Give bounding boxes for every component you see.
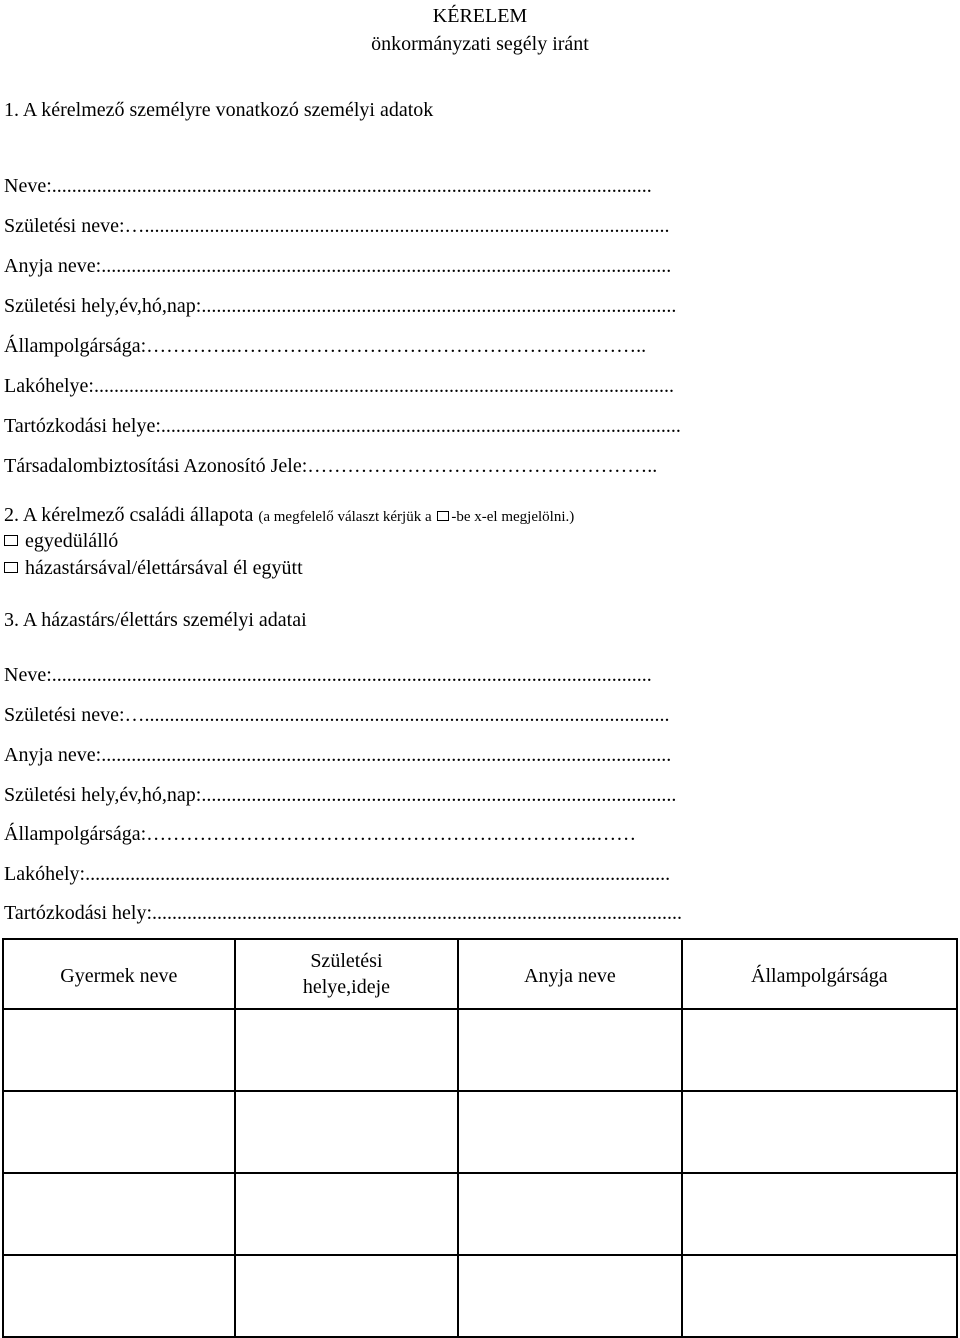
form-subtitle: önkormányzati segély iránt (371, 33, 589, 55)
spouse-residence-field[interactable]: Lakóhely:..................................................................................................................... (4, 863, 671, 885)
section2-heading-note (258, 509, 574, 525)
applicant-mother-name-field[interactable]: Anyja neve:.................................................................................................................. (4, 255, 672, 277)
table-cell[interactable] (3, 1009, 235, 1091)
applicant-citizenship-field[interactable]: Állampolgársága:…………..…………………………………………………….. (4, 335, 647, 357)
table-cell[interactable] (235, 1009, 459, 1091)
section2-heading-main: 2. A kérelmező családi állapota (4, 504, 259, 526)
spouse-name-field[interactable]: Neve:........................................................................................................................ (4, 664, 652, 686)
table-row (3, 1255, 957, 1337)
spouse-birth-place-date-field[interactable]: Születési hely,év,hó,nap:............................................................................................... (4, 784, 677, 806)
section2-heading (4, 503, 574, 529)
table-cell[interactable] (3, 1255, 235, 1337)
table-cell[interactable] (682, 1173, 957, 1255)
section1-heading: 1. A kérelmező személyre vonatkozó személyi adatok (4, 99, 434, 121)
section2-note-after: -be x-el megjelölni.) (451, 509, 575, 525)
applicant-stay-address-field[interactable]: Tartózkodási helye:........................................................................................................ (4, 415, 681, 437)
table-cell[interactable] (235, 1091, 459, 1173)
header-birth-place-date (235, 939, 459, 1009)
children-table (2, 938, 958, 1338)
header-mother-name: Anyja neve (458, 939, 682, 1009)
table-cell[interactable] (3, 1173, 235, 1255)
applicant-birth-name-field[interactable]: Születési neve:…......................................................................................................... (4, 215, 670, 237)
table-cell[interactable] (235, 1255, 459, 1337)
section2-note-before: (a megfelelő választ kérjük a (258, 509, 436, 525)
table-cell[interactable] (458, 1009, 682, 1091)
table-cell[interactable] (682, 1009, 957, 1091)
header-citizenship: Állampolgársága (682, 939, 957, 1009)
table-cell[interactable] (3, 1091, 235, 1173)
single-checkbox[interactable] (4, 535, 18, 546)
table-cell[interactable] (458, 1091, 682, 1173)
table-cell[interactable] (682, 1255, 957, 1337)
spouse-mother-name-field[interactable]: Anyja neve:.................................................................................................................. (4, 744, 672, 766)
applicant-taj-number-field[interactable]: Társadalombiztosítási Azonosító Jele:…………………………………………….. (4, 455, 658, 477)
applicant-birth-place-date-field[interactable]: Születési hely,év,hó,nap:............................................................................................... (4, 295, 677, 317)
table-cell[interactable] (235, 1173, 459, 1255)
applicant-residence-field[interactable]: Lakóhelye:.................................................................................................................... (4, 375, 674, 397)
table-cell[interactable] (458, 1173, 682, 1255)
option-single-label: egyedülálló (25, 530, 119, 552)
table-row (3, 1173, 957, 1255)
form-title: KÉRELEM (432, 5, 528, 27)
option-married-label: házastársával/élettársával él együtt (25, 557, 303, 579)
section3-heading: 3. A házastárs/élettárs személyi adatai (4, 609, 307, 631)
table-cell[interactable] (682, 1091, 957, 1173)
header-birth-place-date-text: Születési helye,ideje (302, 950, 391, 998)
option-single[interactable] (4, 529, 118, 553)
header-child-name: Gyermek neve (3, 939, 235, 1009)
table-row (3, 1091, 957, 1173)
spouse-birth-name-field[interactable]: Születési neve:…......................................................................................................... (4, 704, 670, 726)
applicant-name-field[interactable]: Neve:........................................................................................................................ (4, 175, 652, 197)
checkbox-icon (437, 511, 449, 521)
option-married[interactable] (4, 556, 303, 580)
table-cell[interactable] (458, 1255, 682, 1337)
spouse-stay-address-field[interactable]: Tartózkodási hely:.......................................................................................................... (4, 902, 682, 924)
children-table-header-row (3, 939, 957, 1009)
table-row (3, 1009, 957, 1091)
married-checkbox[interactable] (4, 562, 18, 573)
spouse-citizenship-field[interactable]: Állampolgársága:…………………………………………………………..…… (4, 823, 637, 845)
